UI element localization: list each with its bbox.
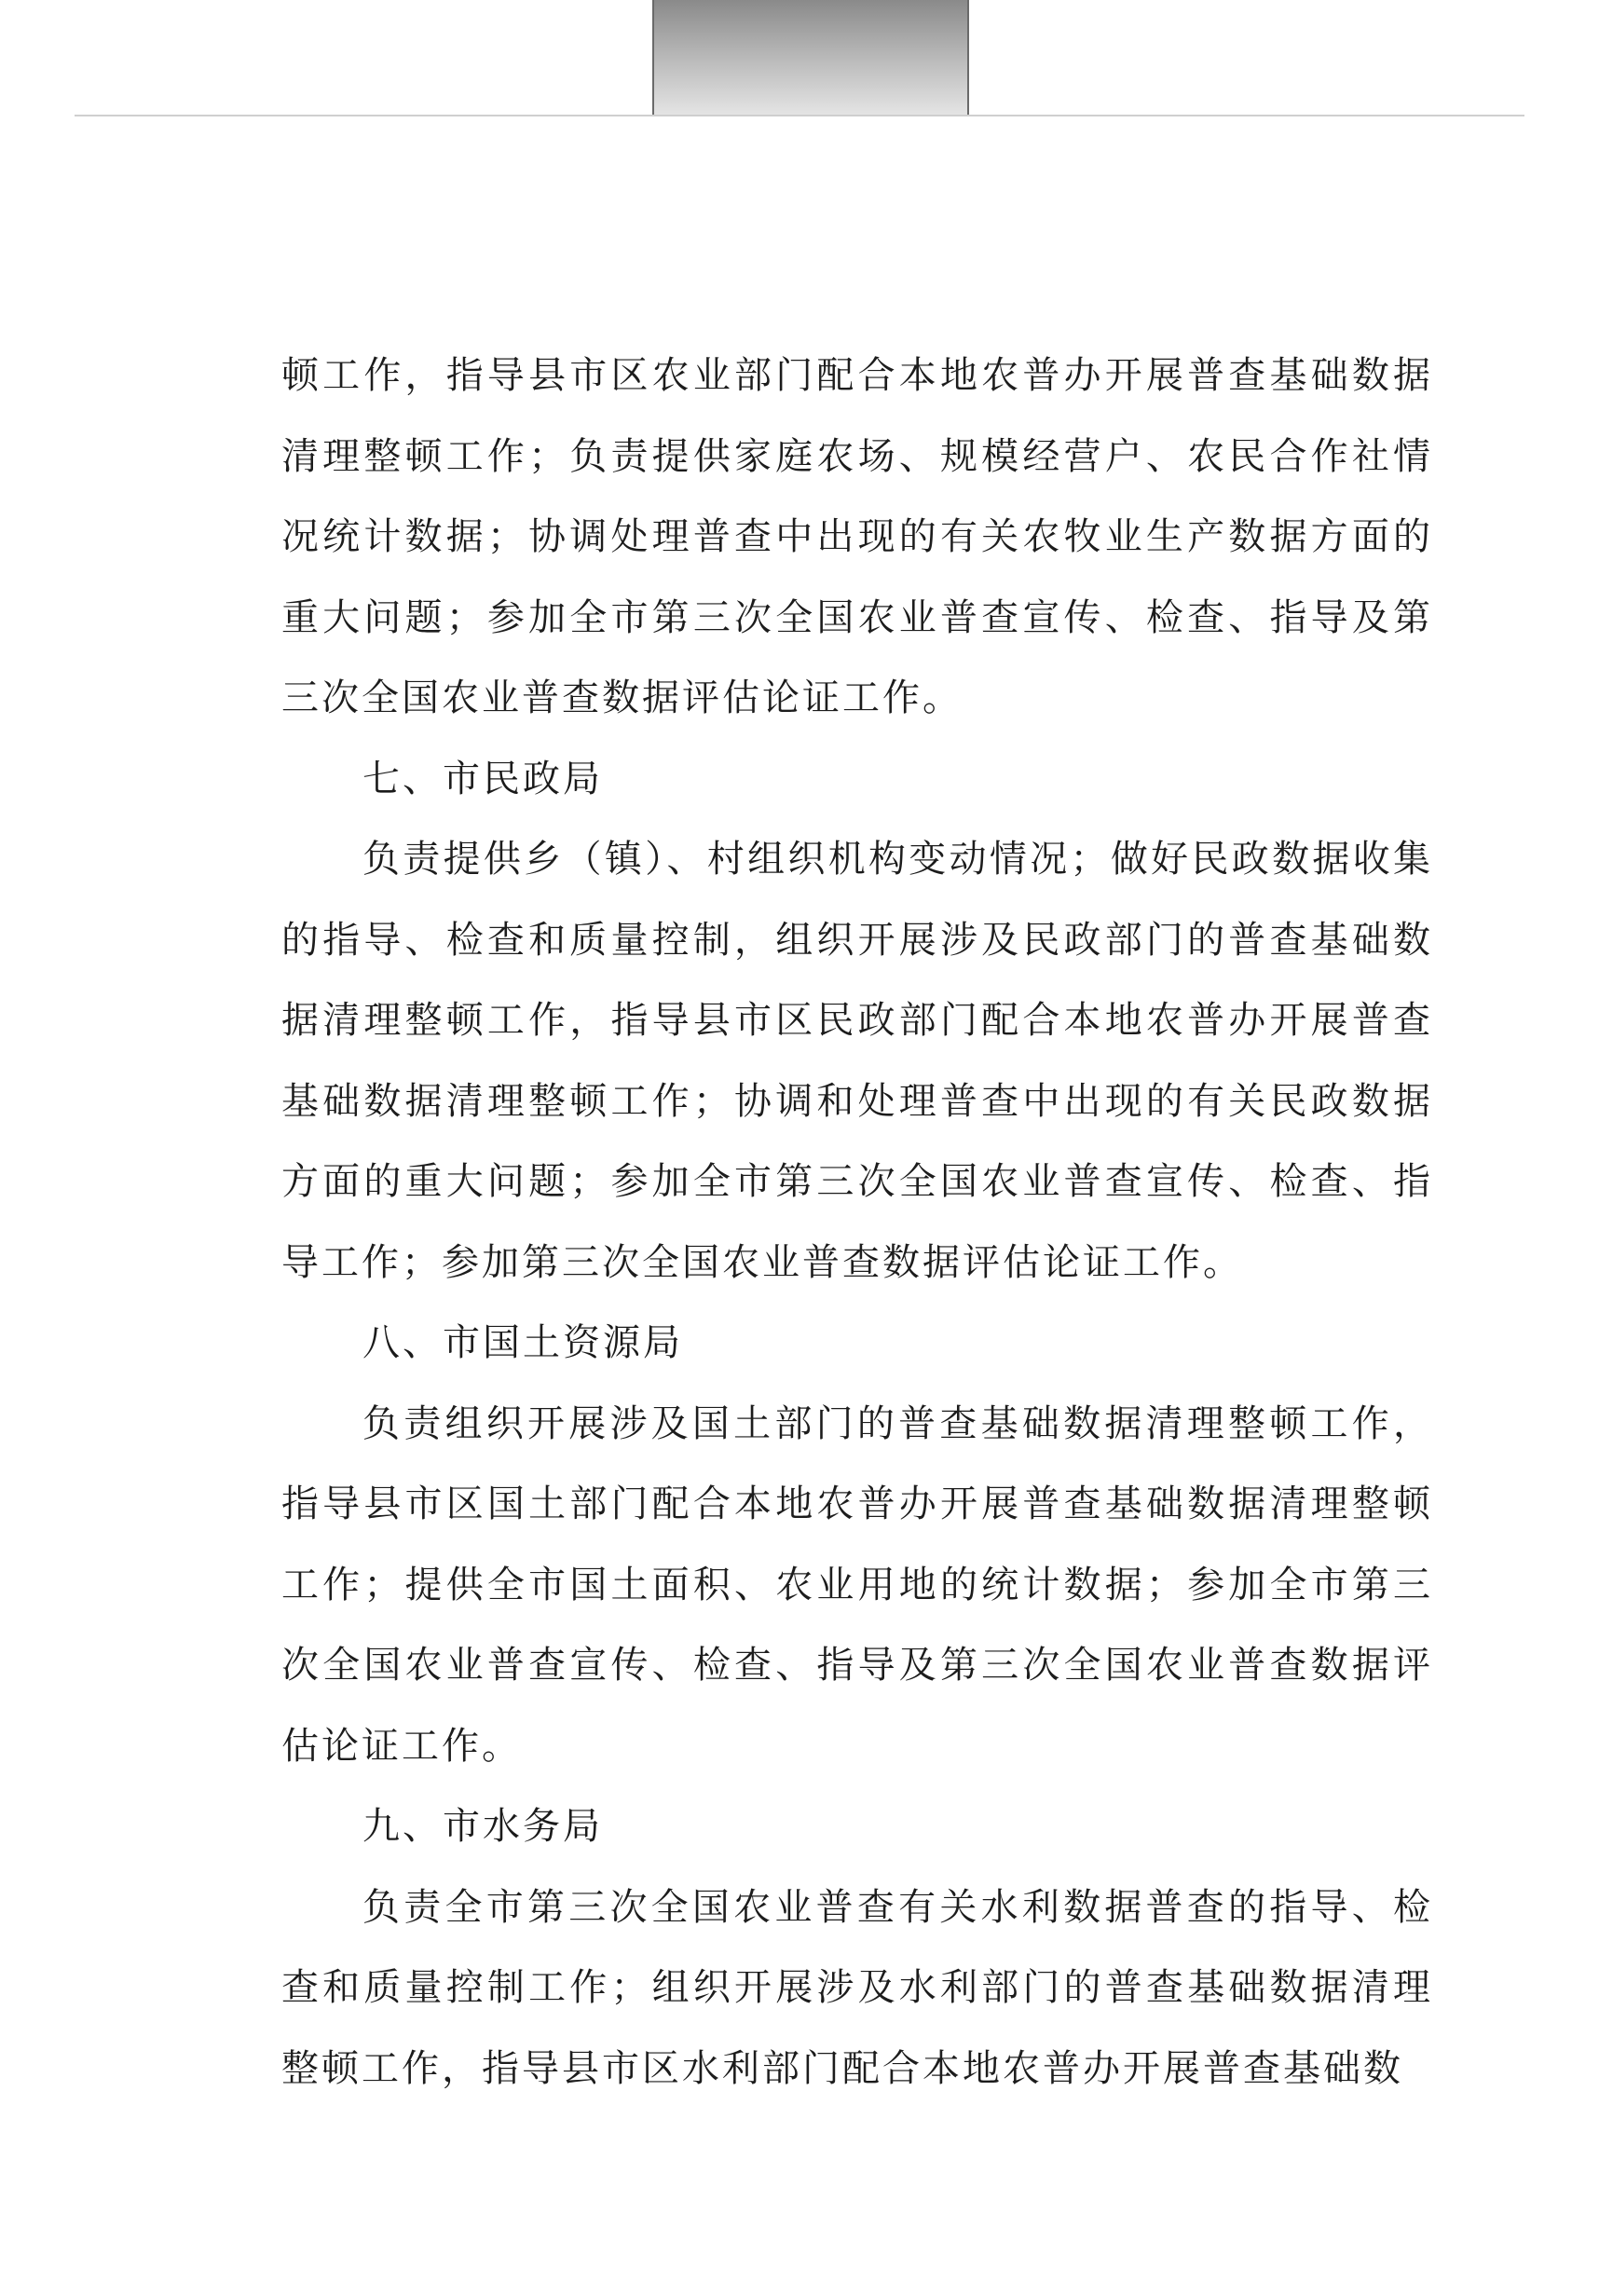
paragraph-water-affairs: 负责全市第三次全国农业普查有关水利数据普查的指导、检查和质量控制工作；组织开展涉及水利部门的普查基础数据清理整顿工作，指导县市区水利部门配合本地农普办开展普查基础数 — [281, 1885, 1433, 2090]
section-heading-land-resources: 八、市国土资源局 — [362, 1321, 683, 1364]
document-body — [281, 335, 1433, 2109]
paragraph-land-resources: 负责组织开展涉及国土部门的普查基础数据清理整顿工作，指导县市区国土部门配合本地农普办开展普查基础数据清理整顿工作；提供全市国土面积、农业用地的统计数据；参加全市第三次全国农业普查宣传、检查、指导及第三次全国农业普查数据评估论证工作。 — [281, 1401, 1433, 1768]
scan-edge-line — [75, 115, 1524, 116]
section-heading-civil-affairs: 七、市民政局 — [362, 757, 603, 800]
section-heading-water-affairs: 九、市水务局 — [362, 1805, 603, 1848]
scanner-clip-mark — [652, 0, 969, 116]
paragraph-civil-affairs: 负责提供乡（镇）、村组织机构变动情况；做好民政数据收集的指导、检查和质量控制，组织开展涉及民政部门的普查基础数据清理整顿工作，指导县市区民政部门配合本地农普办开展普查基础数据清理整顿工作；协调和处理普查中出现的有关民政数据方面的重大问题；参加全市第三次全国农业普查宣传、检查、指导工作；参加第三次全国农业普查数据评估论证工作。 — [281, 838, 1433, 1284]
paragraph-continuation: 顿工作，指导县市区农业部门配合本地农普办开展普查基础数据清理整顿工作；负责提供家庭农场、规模经营户、农民合作社情况统计数据；协调处理普查中出现的有关农牧业生产数据方面的重大问题；参加全市第三次全国农业普查宣传、检查、指导及第三次全国农业普查数据评估论证工作。 — [281, 354, 1433, 719]
